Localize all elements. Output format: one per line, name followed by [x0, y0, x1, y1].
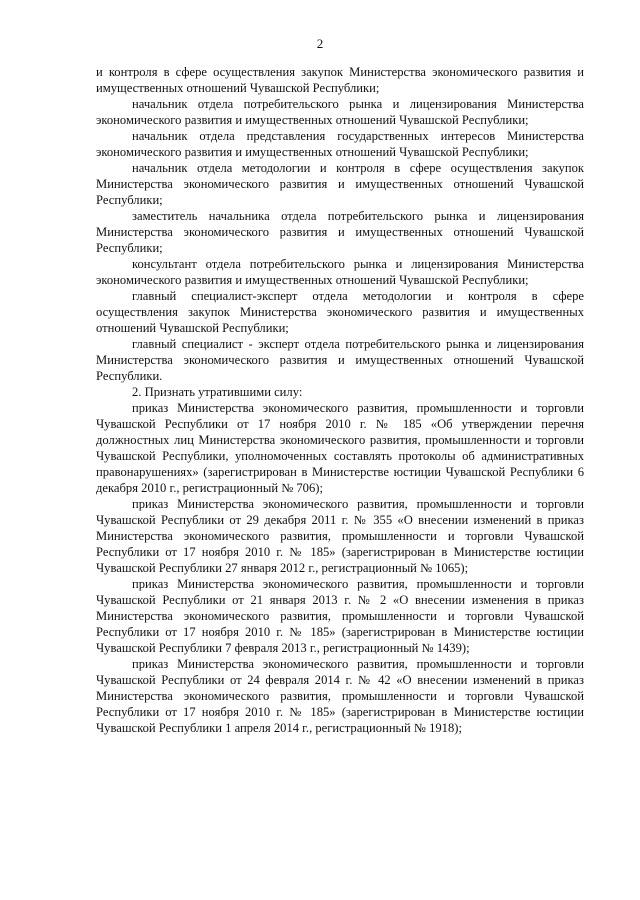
- paragraph: приказ Министерства экономического развития, промышленности и торговли Чувашской Республики от 21 января 2013 г. № 2 «О внесении изменения в приказ Министерства экономического развития, промышленности и торговли Чувашской Республики от 17 ноября 2010 г. № 185» (зарегистрирован в Министерстве юстиции Чувашской Республики 7 февраля 2013 г., регистрационный № 1439);: [96, 577, 584, 655]
- section-heading: 2. Признать утратившими силу:: [132, 385, 303, 399]
- paragraph: главный специалист-эксперт отдела методологии и контроля в сфере осуществления закупок Министерства экономического развития и имущественных отношений Чувашской Республики;: [96, 289, 584, 335]
- paragraph-continuation: и контроля в сфере осуществления закупок Министерства экономического развития и имущественных отношений Чувашской Республики;: [96, 65, 584, 95]
- paragraph: заместитель начальника отдела потребительского рынка и лицензирования Министерства экономического развития и имущественных отношений Чувашской Республики;: [96, 209, 584, 255]
- paragraph: начальник отдела методологии и контроля в сфере осуществления закупок Министерства экономического развития и имущественных отношений Чувашской Республики;: [96, 161, 584, 207]
- paragraph: приказ Министерства экономического развития, промышленности и торговли Чувашской Республики от 29 декабря 2011 г. № 355 «О внесении изменений в приказ Министерства экономического развития, промышленности и торговли Чувашской Республики от 17 ноября 2010 г. № 185» (зарегистрирован в Министерстве юстиции Чувашской Республики 27 января 2012 г., регистрационный № 1065);: [96, 497, 584, 575]
- paragraph: начальник отдела представления государственных интересов Министерства экономического развития и имущественных отношений Чувашской Республики;: [96, 129, 584, 159]
- document-body: [96, 64, 584, 736]
- page-number: 2: [316, 36, 324, 51]
- paragraph: консультант отдела потребительского рынка и лицензирования Министерства экономического развития и имущественных отношений Чувашской Республики;: [96, 257, 584, 287]
- paragraph: приказ Министерства экономического развития, промышленности и торговли Чувашской Республики от 24 февраля 2014 г. № 42 «О внесении изменений в приказ Министерства экономического развития, промышленности и торговли Чувашской Республики от 17 ноября 2010 г. № 185» (зарегистрирован в Министерстве юстиции Чувашской Республики 1 апреля 2014 г., регистрационный № 1918);: [96, 657, 584, 735]
- paragraph: главный специалист - эксперт отдела потребительского рынка и лицензирования Министерства экономического развития и имущественных отношений Чувашской Республики.: [96, 337, 584, 383]
- paragraph: начальник отдела потребительского рынка и лицензирования Министерства экономического развития и имущественных отношений Чувашской Республики;: [96, 97, 584, 127]
- paragraph: приказ Министерства экономического развития, промышленности и торговли Чувашской Республики от 17 ноября 2010 г. № 185 «Об утверждении перечня должностных лиц Министерства экономического развития, промышленности и торговли Чувашской Республики, уполномоченных составлять протоколы об административных правонарушениях» (зарегистрирован в Министерстве юстиции Чувашской Республики 6 декабря 2010 г., регистрационный № 706);: [96, 401, 584, 495]
